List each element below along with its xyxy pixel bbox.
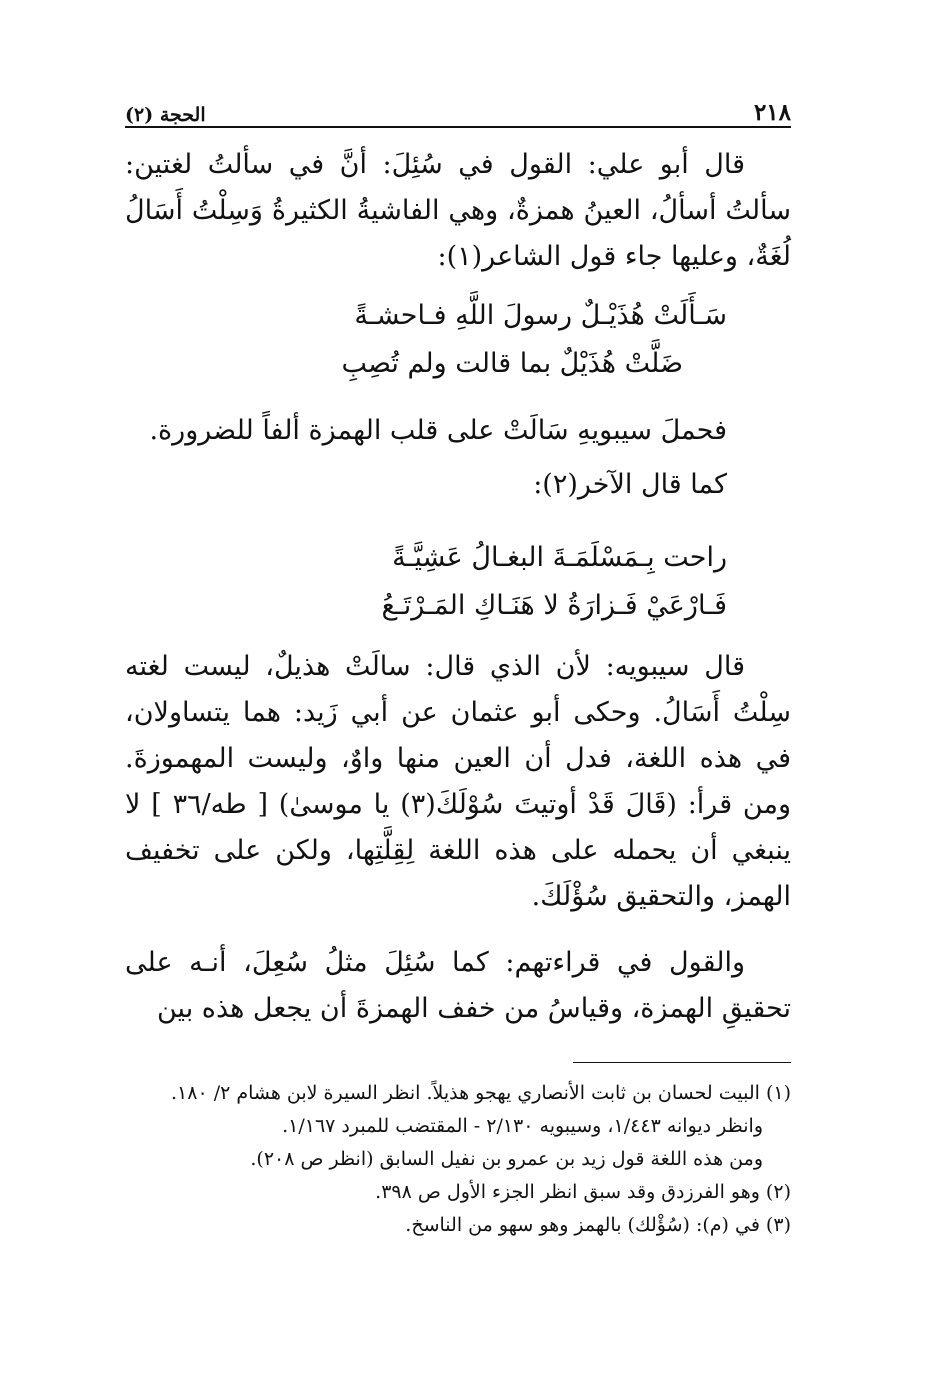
- footnote-3: (٣) في (م): (سُؤْلك) بالهمز وهو سهو من الناسخ.: [405, 1214, 791, 1236]
- paragraph-1: قال أبو علي: القول في سُئِلَ: أنَّ في سألتُ لغتين: سألتُ أسألُ، العينُ همزةٌ، وهي الفاشيةُ الكثيرةُ وَسِلْتُ أَسَالُ لُغَةٌ، وعليها جاء قول الشاعر(١):: [125, 149, 791, 272]
- page-number: ٢١٨: [753, 99, 791, 126]
- book-page: [125, 88, 791, 1242]
- verse-1-second-hemistich: ضَلَّتْ هُذَيْلٌ بما قالت ولم تُصِبِ: [341, 348, 683, 379]
- footnote-1: (١) البيت لحسان بن ثابت الأنصاري يهجو هذيلاً. انظر السيرة لابن هشام ٢/ ١٨٠.: [170, 1082, 791, 1104]
- sibawayh-line: فحملَ سيبويهِ سَالَتْ على قلب الهمزة ألفاً للضرورة.: [149, 415, 727, 446]
- verse-2-first-hemistich: راحت بِـمَسْلَمَـةَ البغـالُ عَشِيَّـةً: [392, 542, 727, 573]
- footnote-1-continued: وانظر ديوانه ١/٤٤٣، وسيبويه ٢/١٣٠ - المقتضب للمبرد ١/١٦٧.: [282, 1115, 763, 1137]
- main-text: [125, 142, 791, 1032]
- footnote-2: (٢) وهو الفرزدق وقد سبق انظر الجزء الأول ص ٣٩٨.: [375, 1181, 791, 1203]
- verse-2-second-hemistich: فَـارْعَيْ فَـزارَةُ لا هَنَـاكِ المَـرْتَـعُ: [381, 590, 727, 621]
- akhar-line: كما قال الآخر(٢):: [533, 469, 727, 500]
- paragraph-2: قال سيبويه: لأن الذي قال: سالَتْ هذيلٌ، ليست لغته سِلْتُ أَسَالُ. وحكى أبو عثمان عن أبي زَيد: هما يتساولان، في هذه اللغة، فدل أن العين منها واوٌ، وليست المهموزةَ. ومن قرأ: (قَالَ قَدْ أوتيتَ سُوْلَكَ(٣) يا موسىٰ) [ طه/٣٦ ] لا ينبغي أن يحمله على هذه اللغة لِقِلَّتِها، ولكن على تخفيف الهمز، والتحقيق سُؤْلَكَ.: [125, 651, 791, 912]
- paragraph-3: والقول في قراءتهم: كما سُئِلَ مثلُ سُعِلَ، أنـه على تحقيقِ الهمزة، وقياسُ من خفف الهمزةَ أن يجعل هذه بين: [125, 947, 791, 1024]
- footnotes: [125, 1077, 791, 1242]
- running-title: الحجة (٢): [125, 104, 206, 126]
- footnote-1-continued-2: ومن هذه اللغة قول زيد بن عمرو بن نفيل السابق (انظر ص ٢٠٨).: [250, 1148, 763, 1170]
- verse-1-first-hemistich: سَـأَلَتْ هُذَيْـلٌ رسولَ اللَّهِ فـاحشـةً: [354, 300, 727, 331]
- footnote-separator: [573, 1062, 791, 1063]
- page-header: [125, 88, 791, 128]
